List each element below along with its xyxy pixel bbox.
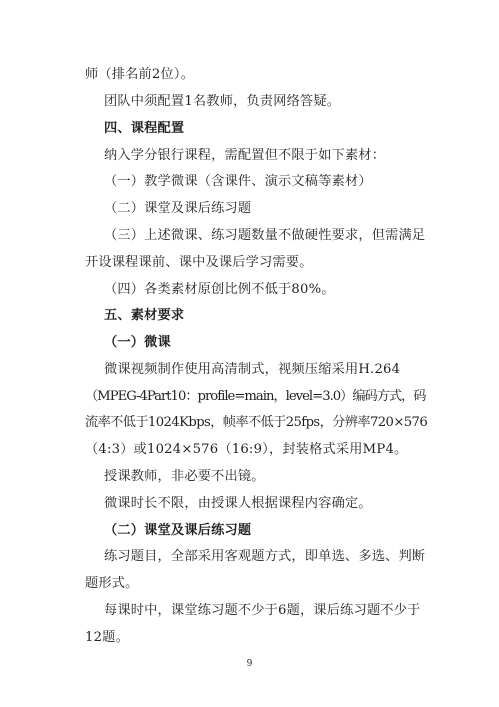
text-line: （MPEG-4Part10：profile=main，level=3.0）编码方式，码	[85, 389, 426, 404]
text-line: 微课视频制作使用高清制式，视频压缩采用H.264	[104, 362, 401, 377]
text-line: 12题。	[85, 630, 129, 645]
list-item: （三）上述微课、练习题数量不做硬性要求，但需满足	[104, 228, 426, 243]
text-line: 开设课程课前、课中及课后学习需要。	[85, 255, 313, 270]
list-item: （二）课堂及课后练习题	[104, 201, 252, 216]
text-line: 师（排名前2位）。	[85, 67, 195, 82]
text-line: 题形式。	[85, 576, 139, 591]
text-line: （4:3）或1024×576（16:9），封装格式采用MP4。	[85, 442, 408, 457]
text-line: 纳入学分银行课程，需配置但不限于如下素材：	[104, 148, 386, 163]
list-item: （四）各类素材原创比例不低于80%。	[104, 282, 335, 297]
text-line: 团队中须配置1名教师，负责网络答疑。	[104, 94, 341, 109]
page-number: 9	[246, 659, 253, 669]
subsection-heading: （一）微课	[104, 335, 171, 350]
section-heading: 五、素材要求	[104, 308, 185, 323]
list-item: （一）教学微课（含课件、演示文稿等素材）	[104, 174, 372, 189]
text-line: 微课时长不限，由授课人根据课程内容确定。	[104, 496, 372, 511]
text-line: 流率不低于1024Kbps，帧率不低于25fps，分辨率720×576	[85, 415, 428, 430]
text-line: 授课教师，非必要不出镜。	[104, 469, 265, 484]
section-heading: 四、课程配置	[104, 121, 185, 136]
text-line: 练习题目，全部采用客观题方式，即单选、多选、判断	[104, 549, 426, 564]
text-line: 每课时中，课堂练习题不少于6题，课后练习题不少于	[104, 603, 421, 618]
subsection-heading: （二）课堂及课后练习题	[104, 523, 252, 538]
